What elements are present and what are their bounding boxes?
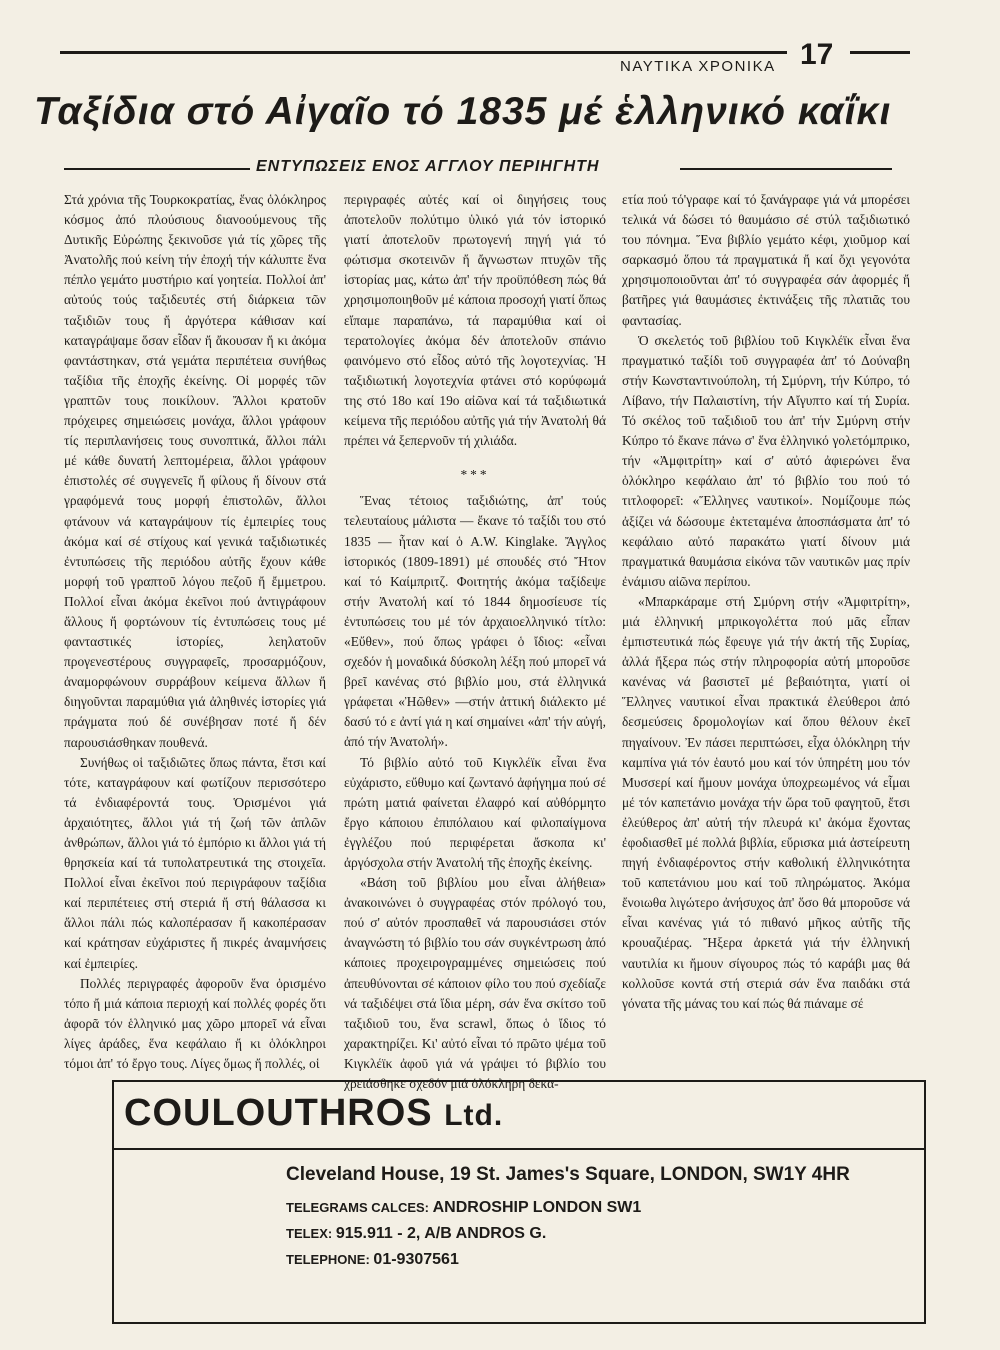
paragraph: Τό βιβλίο αὐτό τοῦ Κιγκλέϊκ εἶναι ἕνα εὐχάριστο, εὔθυμο καί ζωντανό ἀφήγημα πού σέ πρώτη ματιά φαίνεται ἐλαφρό καί αὐθόρμητο ἔργο κάποιου ἐπιπόλαιου καί φιλοπαίγμονα ἐγγλέζου πού περιφέρεται ἄσκοπα κι' ἀργόσχολα στήν Ἀνατολή τῆς ἐποχῆς ἐκείνης. (344, 754, 606, 870)
paragraph: «Βάση τοῦ βιβλίου μου εἶναι ἀλήθεια» ἀνακοινώνει ὁ συγγραφέας στόν πρόλογό του, πού σ' αὐτόν προσπαθεῖ νά παρουσιάσει στόν ἀναγνώστη τό βιβλίο του σάν συγκέντρωση ἀπό κάποιες προχειρογραμμένες σημειώσεις πού ἀπευθύνονται σέ κάποιον φίλο του πού σχεδίαζε νά ταξιδέψει στά ἴδια μέρη, σάν ἕνα σκίτσο τοῦ ταξιδιοῦ του, ἕνα scrawl, ὅπως ὁ ἴδιος τό χαρακτηρίζει. Κι' αὐτό εἶναι τό πρῶτο ψέμα τοῦ Κιγκλέϊκ ἀφοῦ γιά νά γράψει τό βιβλίο του χρειάσθηκε σχεδόν μιά ὁλόκληρη δεκα- (344, 875, 606, 1092)
ad-company-suffix: Ltd. (444, 1099, 504, 1132)
advertisement (112, 1080, 926, 1324)
subtitle-rule-right (680, 168, 892, 170)
header-rule-left (60, 51, 787, 54)
ad-company-name (124, 1092, 503, 1135)
magazine-name: ΝΑΥΤΙΚΑ ΧΡΟΝΙΚΑ (620, 58, 776, 75)
article-column-3 (622, 190, 910, 1014)
ad-telephone (286, 1251, 459, 1269)
paragraph: ετία πού τό'γραφε καί τό ξανάγραφε γιά νά μπορέσει τελικά νά δώσει τό θαυμάσιο σέ στύλ ταξιδιωτικό του πόνημα. Ἕνα βιβλίο γεμάτο κέφι, χιοῦμορ καί σαρκασμό ὅπου τά πραγματικά ἤ καί ὄχι γεγονότα χρησιμοποιοῦνται ἀπ' τό συγγραφέα σάν ἀφορμές ἤ βατῆρες γιά θαυμάσιες ἐκτινάξεις τῆς πλατιᾶς του φαντασίας. (622, 192, 910, 328)
ad-telegrams-label: TELEGRAMS CALCES: (286, 1200, 429, 1215)
article-subtitle: ΕΝΤΥΠΩΣΕΙΣ ΕΝΟΣ ΑΓΓΛΟΥ ΠΕΡΙΗΓΗΤΗ (256, 158, 600, 175)
article-column-1 (64, 190, 326, 1074)
section-separator: *** (460, 467, 490, 483)
ad-telex-value: 915.911 - 2, A/B ANDROS G. (335, 1225, 547, 1242)
paragraph: Συνήθως οἱ ταξιδιῶτες ὅπως πάντα, ἔτσι καί τότε, καταγράφουν καί φωτίζουν περισσότερο τά ἐνδιαφέροντά τους. Ὁρισμένοι γιά ἀρχαιότητες, ἄλλοι γιά τή ζωή τῶν ἁπλῶν ἀνθρώπων, ἄλλοι γιά τό ἐμπόριο κι ἄλλοι γιά τή θρησκεία καί τά τυπολατρευτικά της στοιχεῖα. Πολλοί εἶναι ἐκεῖνοι πού περιγράφουν ταξίδια καί περιπέτειες στή στεριά ἤ στή θάλασσα κι ἄλλοι πάλι πώς καλοπέρασαν ἤ κακοπέρασαν καί κράτησαν εὐχάριστες ἤ πικρές ἀναμνήσεις καί ἐμπειρίες. (64, 754, 326, 971)
ad-telegrams (286, 1199, 641, 1217)
ad-telex (286, 1225, 546, 1243)
article-title: Ταξίδια στό Αἰγαῖο τό 1835 μέ ἑλληνικό καΐκι (34, 90, 892, 133)
paragraph: Ἕνας τέτοιος ταξιδιώτης, ἀπ' τούς τελευταίους μάλιστα — ἔκανε τό ταξίδι του στό 1835 — ἦταν καί ὁ A.W. Kinglake. Ἄγγλος ἱστορικός (1809-1891) μέ σπουδές στό Ἤτον καί τό Καίμπριτζ. Φοιτητής ἀκόμα ταξίδεψε στήν Ἀνατολή καί τό 1844 δημοσίευσε τίς ἐντυπώσεις του μέ τόν ἀρχαιοελληνικό τίτλο: «Εὔθεν», πού ὅπως γράφει ὁ ἴδιος: «εἶναι σχεδόν ἡ μοναδικά δύσκολη λέξη πού μπορεῖ νά βρεῖ κανένας στό βιβλίο μου, στά ἑλληνικά γράφεται «Ἠῶθεν» —στήν ἀττική διάλεκτο μέ δασύ τό ε ἀντί γιά η καί σημαίνει «ἀπ' τήν αὐγή, ἀπό τήν Ἀνατολή». (344, 493, 606, 750)
paragraph: περιγραφές αὐτές καί οἱ διηγήσεις τους ἀποτελοῦν πολύτιμο ὑλικό γιά τόν ἱστορικό γιατί ἀποτελοῦν πρωτογενή πηγή γιά τό φώτισμα σκοτεινῶν ἤ ἄγνωστων πτυχῶν τῆς ἱστορίας μας, κάτω ἀπ' τήν προϋπόθεση πώς θά χρησιμοποιηθοῦν μέ κάποια προσοχή γιατί ὅπως εἴπαμε παραπάνω, τά παραμύθια καί οἱ τερατολογίες ἀκόμα δέν ἀποτελοῦν σπάνιο φαινόμενο στό εἶδος αὐτό τῆς λογοτεχνίας. Ἡ ταξιδιωτική λογοτεχνία φτάνει στό κορύφωμά της στό 18ο καί 19ο αἰῶνα καί τά ταξιδιωτικά κείμενα τῆς περιόδου αὐτῆς γιά τήν Ἀνατολή θά πρέπει νά ξεπερνοῦν τή χιλιάδα. (344, 192, 606, 449)
ad-telephone-label: TELEPHONE: (286, 1252, 370, 1267)
header-rule-right (850, 51, 910, 54)
ad-divider (114, 1148, 924, 1150)
ad-company: COULOUTHROS (124, 1092, 433, 1134)
ad-telegrams-value: ANDROSHIP LONDON SW1 (432, 1199, 642, 1216)
paragraph: «Μπαρκάραμε στή Σμύρνη στήν «Ἀμφιτρίτη», μιά ἑλληνική μπρικογολέττα πού μᾶς εἶπαν ἐμπιστευτικά πώς ἔφευγε γιά τήν ἀκτή τῆς Συρίας, ἀλλά ἤξερα πώς στήν πληροφορία αὐτή μποροῦσε κανένας νά βασιστεῖ μέ βεβαιότητα, γιατί οἱ Ἕλληνες ναυτικοί εἶναι πρακτικά ἐλεύθεροι ἀπό δεσμεύσεις δρομολογίων καί ὅπου θέλουν ἐκεῖ πηγαίνουν. Ἐν πάσει περιπτώσει, εἶχα ὁλόκληρη τήν καμπίνα γιά τόν ἑαυτό μου καί τόν ὑπηρέτη μου τόν Μυσσερί καί ἤμουν μονάχα ὑποχρεωμένος νά εἶμαι μέ τόν καπετάνιο μονάχα τήν ὥρα τοῦ φαγητοῦ, ἔτσι ἐλεύθερος ἀπ' αὐτή τήν πλευρά κι' ἀκόμα ἔχοντας ἐφοδιασθεῖ μέ πολλά βιβλία, εὕρισκα μιά ἀστείρευτη πηγή ἐνδιαφέροντος στήν καθολική ἑλληνικότητα τοῦ καπετάνιου μου καί τοῦ πληρώματος. Ἀκόμα ἔνοιωθα λιγώτερο ἀνήσυχος ἀπ' ὅσο θά μποροῦσε νά εἶναι κανένας γιά τό πιθανό μῆκος αὐτῆς τῆς κρουαζιέρας. Ἤξερα ἀρκετά γιά τήν ἑλληνική ναυτιλία κι ἤμουν σίγουρος πώς τό καράβι μας θά κολλοῦσε κοντά στή στεριά σάν ἕνα παιδάκι στά γόνατα τῆς μάνας του καί πώς θά πιάναμε σέ (622, 593, 910, 1011)
ad-address: Cleveland House, 19 St. James's Square, LONDON, SW1Y 4HR (286, 1164, 850, 1185)
paragraph: Ὁ σκελετός τοῦ βιβλίου τοῦ Κιγκλέϊκ εἶναι ἕνα πραγματικό ταξίδι τοῦ συγγραφέα ἀπ' τό Δούναβη στήν Κωνσταντινούπολη, τή Σμύρνη, τήν Κύπρο, τό Λίβανο, τήν Παλαιστίνη, τήν Αἴγυπτο καί τή Συρία. Τό σκέλος τοῦ ταξιδιοῦ του ἀπ' τήν Σμύρνη στήν Κύπρο τό ἔκανε πάνω σ' ἕνα ἑλληνικό γολετόμπρικο, τήν «Ἀμφιτρίτη» καί σ' αὐτό ἀφιερώνει ἕνα ὁλόκληρο κεφάλαιο ἀπ' τό βιβλίο του πού τό τιτλοφορεῖ: «Ἕλληνες ναυτικοί». Νομίζουμε πώς ἀξίζει νά δώσουμε ἐκτεταμένα ἀποσπάσματα ἀπ' τό κεφάλαιο αὐτό παρακάτω γιατί δίνουν μιά πραγματικά θαυμάσια εἰκόνα τῶν ναυτικῶν μας πρίν ἐνάμισυ αἰῶνα περίπου. (622, 332, 910, 589)
ad-telex-label: TELEX: (286, 1226, 333, 1241)
paragraph: Πολλές περιγραφές ἀφοροῦν ἕνα ὁρισμένο τόπο ἤ μιά κάποια περιοχή καί πολλές φορές ὅτι ἀφορᾶ τόν ἑλληνικό μας χῶρο μπορεῖ νά εἶναι λίγες ἀράδες, ἕνα κεφάλαιο ἤ κι ὁλόκληροι τόμοι ἀπ' τό ἔργο τους. Λίγες ὅμως ἤ πολλές, οἱ (64, 975, 326, 1072)
ad-telephone-value: 01-9307561 (373, 1251, 459, 1268)
page-number: 17 (800, 38, 834, 71)
paragraph: Στά χρόνια τῆς Τουρκοκρατίας, ἕνας ὁλόκληρος κόσμος ἀπό πλούσιους διανοούμενους τῆς Δυτικῆς Εὐρώπης ξεκινοῦσε γιά τίς χῶρες τῆς Ἀνατολῆς πού κείνη τήν ἐποχή τήν κάλυπτε ἕνα πέπλο γεμάτο μυστήριο καί γοητεία. Πολλοί ἀπ' αὐτούς τούς ταξιδευτές στή διάρκεια τῶν ταξιδιῶν τους ἤ ἀργότερα κάθισαν καί καταγράψαμε ὅσαν εἶδαν ἤ ἄκουσαν ἤ κι ἀκόμα φαντάστηκαν, στά γεμάτα περιπέτεια συνήθως ταξίδια τῆς ἐποχῆς ἐκείνης. Οἱ μορφές τῶν γραπτῶν τους ποικίλουν. Ἄλλοι κρατοῦν πρόχειρες σημειώσεις μονάχα, ἄλλοι γράφουν τίς περιπλανήσεις τους συνοπτικά, ἄλλοι πάλι μέ κάθε δυνατή λεπτομέρεια, ἄλλοι γράφουν ἐπιστολές σέ συγγενεῖς ἤ φίλους ἤ δίνουν στά γραφόμενά τους μορφή ἐπιστολῶν, ἄλλοι φτάνουν νά καταγράψουν τίς ἐμπειρίες τους ἀκόμα καί σέ στίχους καί γενικά ταξιδιωτικές ἐντυπώσεις τῆς περιόδου αὐτῆς ἔχουν κάθε μορφή τοῦ γραπτοῦ λόγου πεζοῦ ἤ ἔμμετρου. Πολλοί εἶναι ἀκόμα ἐκεῖνοι πού ἀντιγράφουν ἄλλους ἤ φορτώνουν τίς ἐντυπώσεις τους μέ φανταστικές ἱστορίες, λεηλατοῦν προγενεστέρους συγγραφεῖς, προσαρμόζουν, ἀναμορφώνουν συρράβουν κείμενα ἄλλων ἤ διηγοῦνται παραμύθια γιά ἀληθινές ἱστορίες γιά πράγματα πού δέ συνέβησαν ποτέ ἤ δέν παρουσιάσθηκαν πουθενά. (64, 192, 326, 750)
article-column-2 (344, 190, 606, 1094)
subtitle-rule-left (64, 168, 250, 170)
